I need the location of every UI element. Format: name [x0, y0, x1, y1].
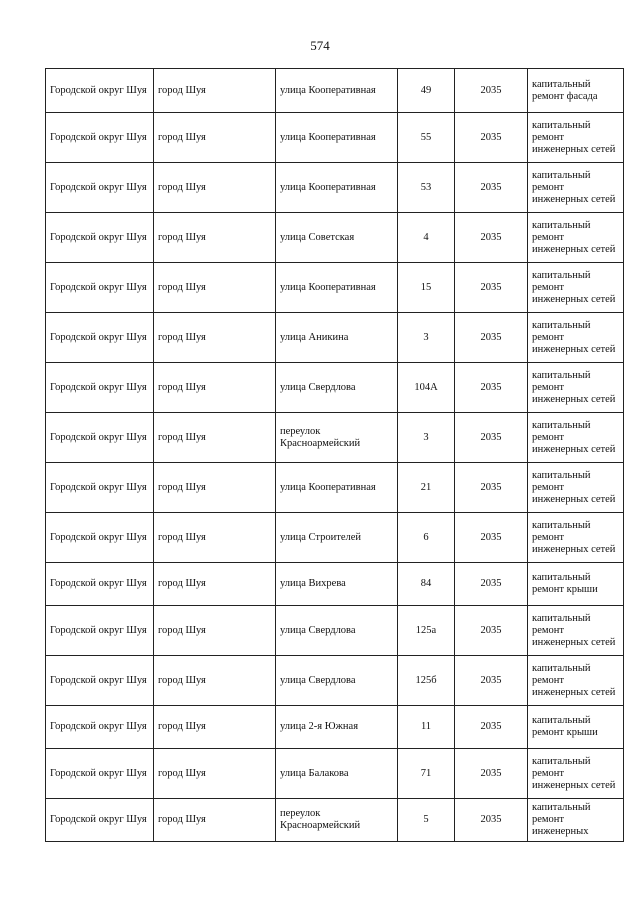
work-type-cell: капитальный ремонт инженерных сетей — [528, 656, 624, 706]
registry-table-body — [46, 69, 624, 842]
street-cell: улица Кооперативная — [276, 163, 398, 213]
work-type-cell: капитальный ремонт инженерных сетей — [528, 463, 624, 513]
house-number-cell: 3 — [398, 413, 455, 463]
table-row — [46, 113, 624, 163]
year-cell: 2035 — [455, 113, 528, 163]
street-cell: улица Кооперативная — [276, 69, 398, 113]
year-cell: 2035 — [455, 463, 528, 513]
work-type-cell: капитальный ремонт крыши — [528, 563, 624, 606]
table-row — [46, 513, 624, 563]
work-type-cell: капитальный ремонт инженерных сетей — [528, 606, 624, 656]
street-cell: улица Аникина — [276, 313, 398, 363]
district-cell: Городской округ Шуя — [46, 706, 154, 749]
street-cell: улица Кооперативная — [276, 263, 398, 313]
city-cell: город Шуя — [154, 413, 276, 463]
table-row — [46, 706, 624, 749]
year-cell: 2035 — [455, 563, 528, 606]
table-row — [46, 799, 624, 842]
work-type-cell: капитальный ремонт инженерных сетей — [528, 113, 624, 163]
district-cell: Городской округ Шуя — [46, 163, 154, 213]
year-cell: 2035 — [455, 513, 528, 563]
table-row — [46, 413, 624, 463]
registry-table — [45, 68, 624, 842]
table-row — [46, 213, 624, 263]
work-type-cell: капитальный ремонт крыши — [528, 706, 624, 749]
year-cell: 2035 — [455, 656, 528, 706]
work-type-cell: капитальный ремонт инженерных сетей — [528, 313, 624, 363]
city-cell: город Шуя — [154, 163, 276, 213]
city-cell: город Шуя — [154, 513, 276, 563]
house-number-cell: 55 — [398, 113, 455, 163]
work-type-cell: капитальный ремонт инженерных сетей — [528, 413, 624, 463]
table-row — [46, 463, 624, 513]
house-number-cell: 49 — [398, 69, 455, 113]
house-number-cell: 11 — [398, 706, 455, 749]
work-type-cell: капитальный ремонт фасада — [528, 69, 624, 113]
house-number-cell: 125а — [398, 606, 455, 656]
year-cell: 2035 — [455, 163, 528, 213]
district-cell: Городской округ Шуя — [46, 749, 154, 799]
city-cell: город Шуя — [154, 706, 276, 749]
house-number-cell: 71 — [398, 749, 455, 799]
table-row — [46, 606, 624, 656]
street-cell: переулок Красноармейский — [276, 413, 398, 463]
work-type-cell: капитальный ремонт инженерных сетей — [528, 749, 624, 799]
year-cell: 2035 — [455, 706, 528, 749]
city-cell: город Шуя — [154, 69, 276, 113]
street-cell: улица Кооперативная — [276, 113, 398, 163]
city-cell: город Шуя — [154, 799, 276, 842]
city-cell: город Шуя — [154, 263, 276, 313]
work-type-cell: капитальный ремонт инженерных сетей — [528, 513, 624, 563]
district-cell: Городской округ Шуя — [46, 463, 154, 513]
work-type-cell: капитальный ремонт инженерных сетей — [528, 363, 624, 413]
street-cell: улица Свердлова — [276, 656, 398, 706]
city-cell: город Шуя — [154, 213, 276, 263]
district-cell: Городской округ Шуя — [46, 799, 154, 842]
district-cell: Городской округ Шуя — [46, 113, 154, 163]
house-number-cell: 6 — [398, 513, 455, 563]
house-number-cell: 3 — [398, 313, 455, 363]
house-number-cell: 21 — [398, 463, 455, 513]
table-row — [46, 163, 624, 213]
city-cell: город Шуя — [154, 749, 276, 799]
district-cell: Городской округ Шуя — [46, 213, 154, 263]
district-cell: Городской округ Шуя — [46, 513, 154, 563]
street-cell: улица Свердлова — [276, 363, 398, 413]
year-cell: 2035 — [455, 749, 528, 799]
city-cell: город Шуя — [154, 606, 276, 656]
district-cell: Городской округ Шуя — [46, 606, 154, 656]
city-cell: город Шуя — [154, 463, 276, 513]
street-cell: улица Вихрева — [276, 563, 398, 606]
year-cell: 2035 — [455, 263, 528, 313]
district-cell: Городской округ Шуя — [46, 563, 154, 606]
work-type-cell: капитальный ремонт инженерных сетей — [528, 213, 624, 263]
city-cell: город Шуя — [154, 363, 276, 413]
house-number-cell: 5 — [398, 799, 455, 842]
city-cell: город Шуя — [154, 113, 276, 163]
table-row — [46, 656, 624, 706]
work-type-cell: капитальный ремонт инженерных сетей — [528, 163, 624, 213]
table-row — [46, 749, 624, 799]
work-type-cell: капитальный ремонт инженерных сетей — [528, 263, 624, 313]
year-cell: 2035 — [455, 413, 528, 463]
house-number-cell: 15 — [398, 263, 455, 313]
street-cell: улица Кооперативная — [276, 463, 398, 513]
house-number-cell: 84 — [398, 563, 455, 606]
house-number-cell: 125б — [398, 656, 455, 706]
work-type-cell: капитальный ремонт инженерных — [528, 799, 624, 842]
street-cell: улица Свердлова — [276, 606, 398, 656]
house-number-cell: 53 — [398, 163, 455, 213]
district-cell: Городской округ Шуя — [46, 656, 154, 706]
house-number-cell: 104А — [398, 363, 455, 413]
city-cell: город Шуя — [154, 563, 276, 606]
district-cell: Городской округ Шуя — [46, 413, 154, 463]
table-row — [46, 363, 624, 413]
table-row — [46, 69, 624, 113]
page-number: 574 — [310, 38, 330, 53]
district-cell: Городской округ Шуя — [46, 263, 154, 313]
year-cell: 2035 — [455, 799, 528, 842]
street-cell: улица Советская — [276, 213, 398, 263]
street-cell: улица 2-я Южная — [276, 706, 398, 749]
year-cell: 2035 — [455, 363, 528, 413]
year-cell: 2035 — [455, 213, 528, 263]
table-row — [46, 563, 624, 606]
city-cell: город Шуя — [154, 313, 276, 363]
year-cell: 2035 — [455, 313, 528, 363]
table-row — [46, 263, 624, 313]
district-cell: Городской округ Шуя — [46, 69, 154, 113]
district-cell: Городской округ Шуя — [46, 313, 154, 363]
street-cell: переулок Красноармейский — [276, 799, 398, 842]
street-cell: улица Балакова — [276, 749, 398, 799]
year-cell: 2035 — [455, 69, 528, 113]
table-row — [46, 313, 624, 363]
street-cell: улица Строителей — [276, 513, 398, 563]
city-cell: город Шуя — [154, 656, 276, 706]
house-number-cell: 4 — [398, 213, 455, 263]
year-cell: 2035 — [455, 606, 528, 656]
district-cell: Городской округ Шуя — [46, 363, 154, 413]
